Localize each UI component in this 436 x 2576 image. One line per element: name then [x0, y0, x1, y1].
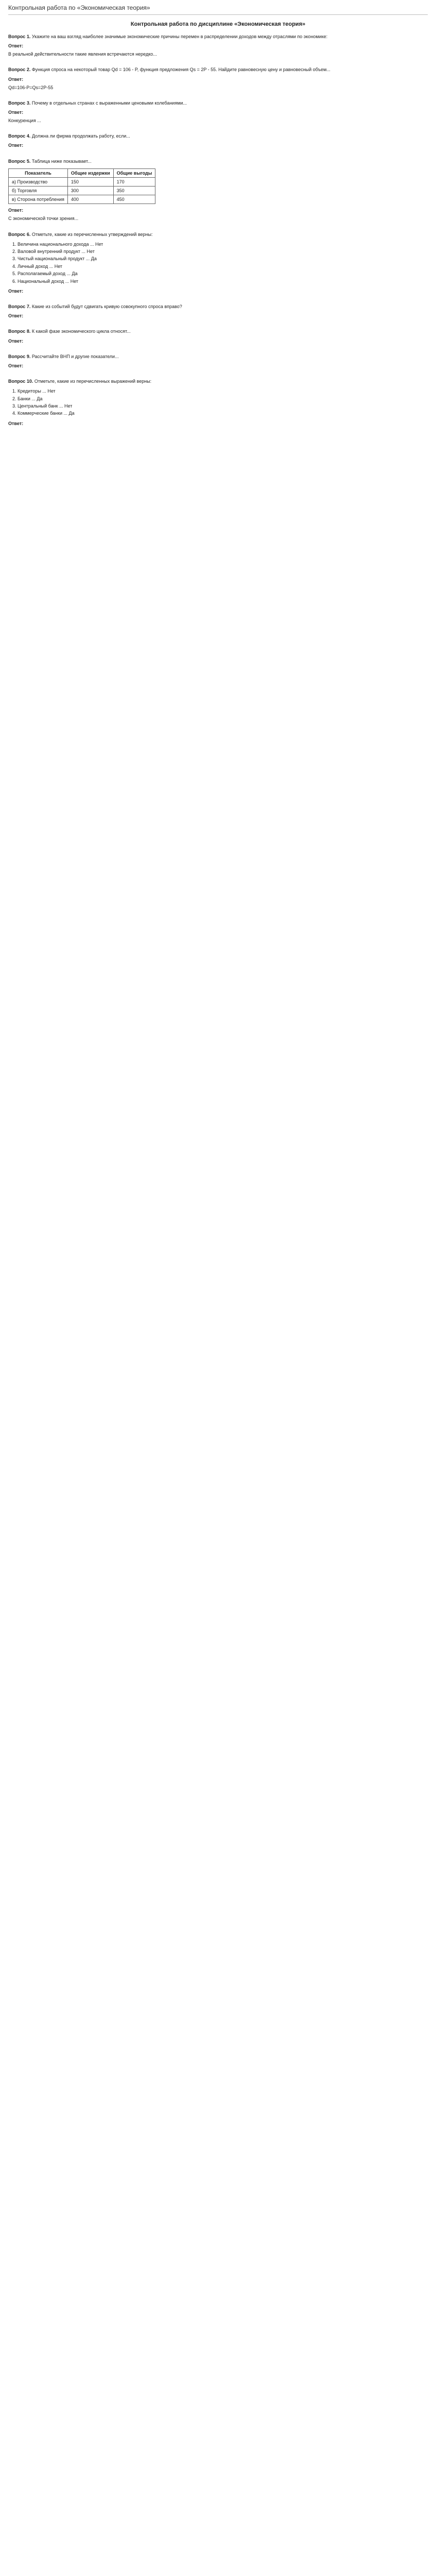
- question-8-label: Вопрос 8.: [8, 329, 31, 334]
- table-cell: а) Производство: [9, 177, 68, 186]
- table-cell: 350: [113, 186, 155, 195]
- list-item: 6. Национальный доход ... Нет: [18, 278, 428, 285]
- question-4-answer-label: Ответ:: [8, 143, 24, 148]
- question-3-answer-text: Конкуренция ...: [8, 118, 41, 124]
- question-1: [8, 33, 428, 57]
- list-item: 5. Располагаемый доход ... Да: [18, 270, 428, 277]
- question-3-text: Почему в отдельных странах с выраженными ценовыми колебаниями...: [31, 100, 187, 106]
- table-header-cell: Показатель: [9, 168, 68, 177]
- list-item: 2. Валовой внутренний продукт ... Нет: [18, 248, 428, 255]
- question-6-label: Вопрос 6.: [8, 231, 31, 237]
- question-2-label: Вопрос 2.: [8, 67, 31, 73]
- table-header-cell: Общие выгоды: [113, 168, 155, 177]
- question-5-text: Таблица ниже показывает...: [31, 158, 92, 164]
- question-5-table-wrap: [8, 168, 428, 205]
- question-1-answer-label: Ответ:: [8, 43, 24, 49]
- list-item: 4. Коммерческие банки ... Да: [18, 410, 428, 417]
- question-10-label: Вопрос 10.: [8, 379, 33, 384]
- table-row: [9, 186, 155, 195]
- document-main-title: Контрольная работа по дисциплине «Экономическая теория»: [130, 21, 306, 27]
- table-cell: 450: [113, 195, 155, 204]
- question-10-list: [18, 387, 428, 417]
- question-3-label: Вопрос 3.: [8, 100, 31, 106]
- question-6-text: Отметьте, какие из перечисленных утверждений верны:: [31, 231, 153, 237]
- question-2-text: Функция спроса на некоторый товар Qd = 106 - P, функция предложения Qs = 2P - 55. Найдите равновесную цену и равновесный объем...: [31, 67, 330, 73]
- question-4-text: Должна ли фирма продолжать работу, если...: [31, 133, 130, 139]
- question-5-label: Вопрос 5.: [8, 158, 31, 164]
- question-9-answer-label: Ответ:: [8, 363, 24, 368]
- table-cell: 150: [67, 177, 113, 186]
- question-9-label: Вопрос 9.: [8, 353, 31, 359]
- question-9-text: Рассчитайте ВНП и другие показатели...: [31, 353, 119, 359]
- question-3: [8, 100, 428, 124]
- list-item: 2. Банки ... Да: [18, 395, 428, 402]
- question-7-answer-label: Ответ:: [8, 313, 24, 319]
- table-cell: б) Торговля: [9, 186, 68, 195]
- question-2-answer-text: Qd=106-P=Qs=2P-55: [8, 84, 54, 90]
- table-cell: 170: [113, 177, 155, 186]
- table-cell: 400: [67, 195, 113, 204]
- table-cell: 300: [67, 186, 113, 195]
- question-2-answer-label: Ответ:: [8, 76, 24, 82]
- question-1-answer-text: В реальной действительности такие явления встречаются нередко...: [8, 52, 157, 57]
- question-4-label: Вопрос 4.: [8, 133, 31, 139]
- question-6-list: [18, 241, 428, 285]
- question-5: [8, 158, 428, 222]
- table-header-row: [9, 168, 155, 177]
- question-3-answer-label: Ответ:: [8, 109, 24, 115]
- question-10-text: Отметьте, какие из перечисленных выражений верны:: [34, 379, 152, 384]
- question-8-answer-label: Ответ:: [8, 338, 24, 344]
- table-cell: в) Сторона потребления: [9, 195, 68, 204]
- question-8: [8, 328, 428, 344]
- question-6-answer-label: Ответ:: [8, 289, 24, 294]
- table-row: [9, 177, 155, 186]
- question-9: [8, 353, 428, 369]
- question-10: [8, 378, 428, 427]
- question-2: [8, 66, 428, 90]
- question-4: [8, 133, 428, 148]
- table-row: [9, 195, 155, 204]
- list-item: 3. Центральный банк ... Нет: [18, 402, 428, 410]
- question-7: [8, 303, 428, 319]
- list-item: 1. Величина национального дохода ... Нет: [18, 241, 428, 248]
- question-5-table: [8, 168, 155, 205]
- document-header-title: Контрольная работа по «Экономическая теория»: [8, 4, 150, 11]
- question-1-label: Вопрос 1.: [8, 34, 31, 39]
- question-6: [8, 231, 428, 295]
- question-5-answer-label: Ответ:: [8, 208, 24, 213]
- question-10-answer-label: Ответ:: [8, 420, 24, 426]
- question-8-text: К какой фазе экономического цикла относят...: [31, 329, 131, 334]
- header-divider: [8, 14, 428, 15]
- question-7-label: Вопрос 7.: [8, 304, 31, 310]
- list-item: 1. Кредиторы ... Нет: [18, 387, 428, 395]
- question-7-text: Какие из событий будут сдвигать кривую совокупного спроса вправо?: [31, 304, 182, 310]
- question-1-text: Укажите на ваш взгляд наиболее значимые экономические причины перемен в распределении доходов между отраслями по экономике:: [31, 34, 328, 39]
- table-header-cell: Общие издержки: [67, 168, 113, 177]
- list-item: 4. Личный доход ... Нет: [18, 263, 428, 270]
- list-item: 3. Чистый национальный продукт ... Да: [18, 255, 428, 262]
- question-5-answer-text: С экономической точки зрения...: [8, 216, 79, 222]
